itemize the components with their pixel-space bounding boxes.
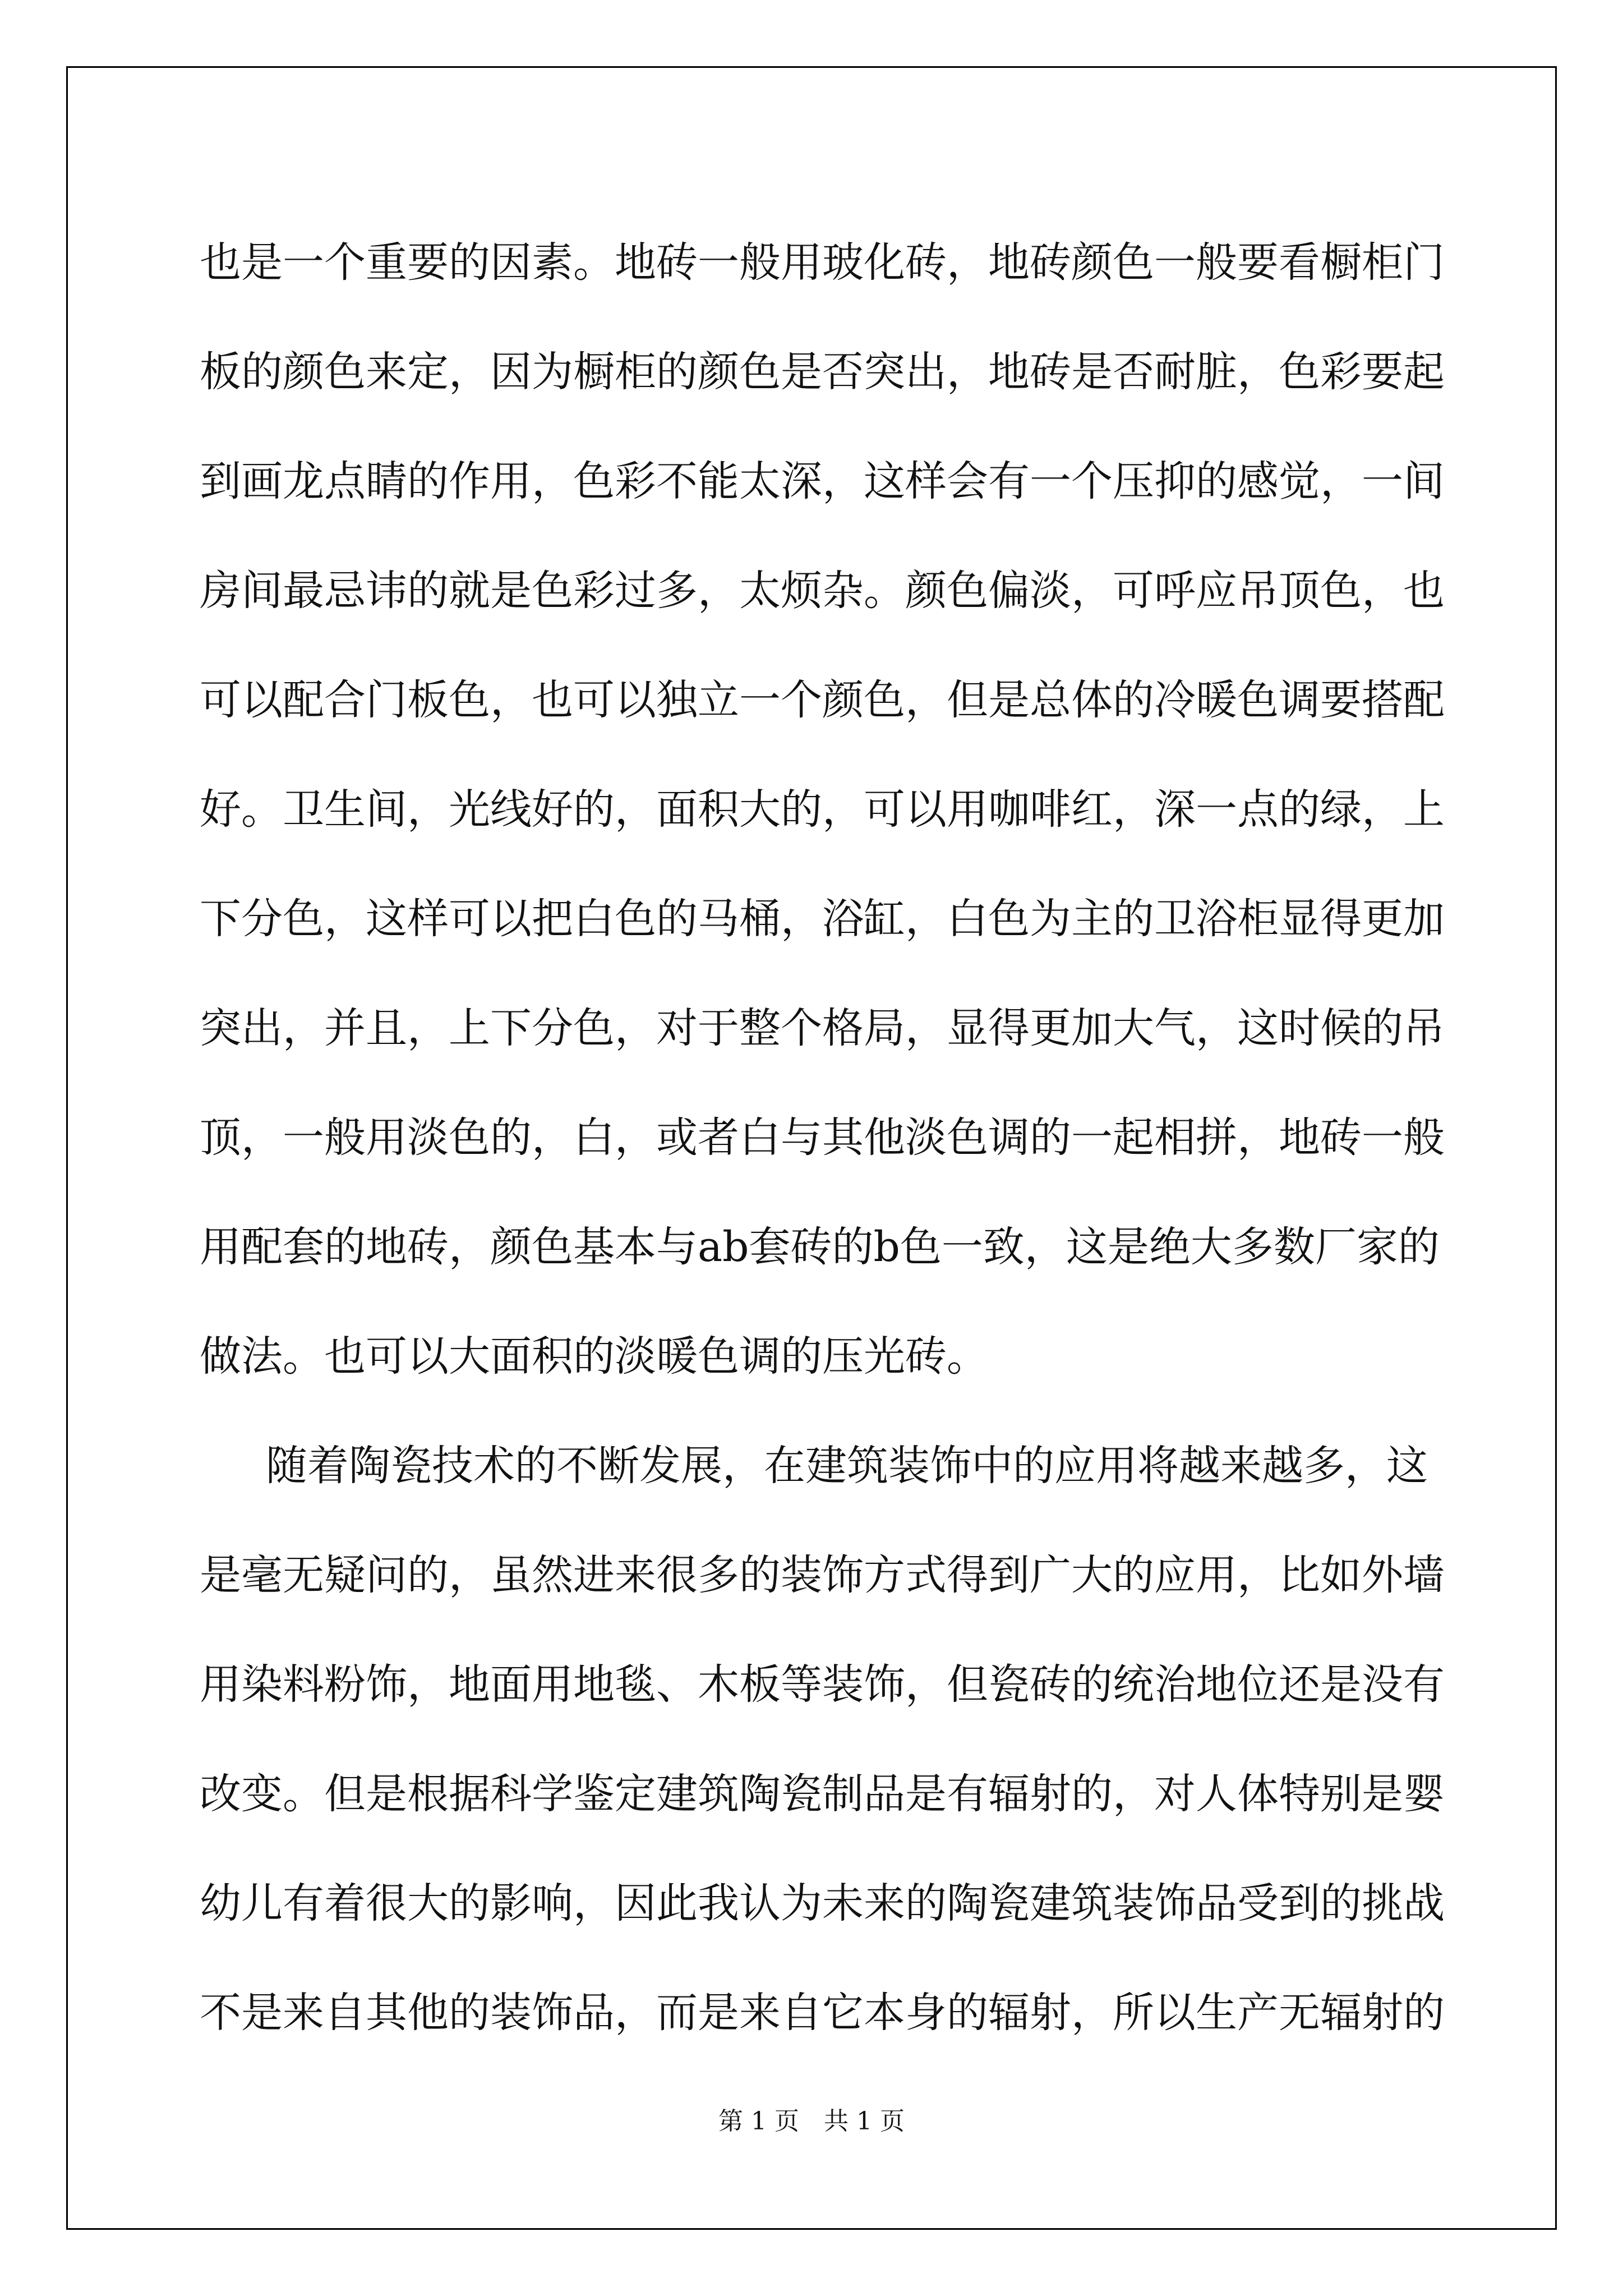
page-footer: 第 1 页 共 1 页 [718,2107,905,2136]
text-line: 好 。 卫 生 间 ， 光 线 好 的 ， 面 积 大 的 ， 可 以 用 咖 啡 红 ， 深 一 点 的 绿 ， 上 [200,785,1445,834]
text-line: 房 间 最 忌 讳 的 就 是 色 彩 过 多 ， 太 烦 杂 。 颜 色 偏 淡 ， 可 呼 应 吊 顶 色 ， 也 [200,566,1445,615]
text-line: 改 变 。 但 是 根 据 科 学 鉴 定 建 筑 陶 瓷 制 品 是 有 辐 射 的 ， 对 人 体 特 别 是 婴 [200,1769,1445,1818]
text-line: 可 以 配 合 门 板 色 ， 也 可 以 独 立 一 个 颜 色 ， 但 是 总 体 的 冷 暖 色 调 要 搭 配 [200,675,1445,724]
text-line: 用 染 料 粉 饰 ， 地 面 用 地 毯 、 木 板 等 装 饰 ， 但 瓷 砖 的 统 治 地 位 还 是 没 有 [200,1660,1445,1709]
text-line: 到 画 龙 点 睛 的 作 用 ， 色 彩 不 能 太 深 ， 这 样 会 有 一 个 压 抑 的 感 觉 ， 一 间 [200,457,1445,505]
text-line: 板 的 颜 色 来 定 ， 因 为 橱 柜 的 颜 色 是 否 突 出 ， 地 砖 是 否 耐 脏 ， 色 彩 要 起 [200,347,1445,396]
text-line: 下 分 色 ， 这 样 可 以 把 白 色 的 马 桶 ， 浴 缸 ， 白 色 为 主 的 卫 浴 柜 显 得 更 加 [200,894,1445,943]
text-line: 也 是 一 个 重 要 的 因 素 。 地 砖 一 般 用 玻 化 砖 ， 地 砖 颜 色 一 般 要 看 橱 柜 门 [200,238,1445,287]
text-line-last: 做法。也可以大面积的淡暖色调的压光砖。 [200,1332,988,1381]
text-line: 用 配 套 的 地 砖 ， 颜 色 基 本 与 ab 套 砖 的 b 色 一 致 ， 这 是 绝 大 多 数 厂 家 的 [200,1222,1440,1271]
text-line: 幼 儿 有 着 很 大 的 影 响 ， 因 此 我 认 为 未 来 的 陶 瓷 建 筑 装 饰 品 受 到 的 挑 战 [200,1879,1445,1927]
text-line: 顶 ， 一 般 用 淡 色 的 ， 白 ， 或 者 白 与 其 他 淡 色 调 的 一 起 相 拼 ， 地 砖 一 般 [200,1113,1445,1162]
text-line: 不 是 来 自 其 他 的 装 饰 品 ， 而 是 来 自 它 本 身 的 辐 射 ， 所 以 生 产 无 辐 射 的 [200,1988,1445,2037]
document-body [200,208,1445,2067]
text-line: 突 出 ， 并 且 ， 上 下 分 色 ， 对 于 整 个 格 局 ， 显 得 更 加 大 气 ， 这 时 候 的 吊 [200,1004,1445,1052]
text-line: 是 毫 无 疑 问 的 ， 虽 然 进 来 很 多 的 装 饰 方 式 得 到 广 大 的 应 用 ， 比 如 外 墙 [200,1550,1445,1599]
text-line-indented: 随 着 陶 瓷 技 术 的 不 断 发 展 ， 在 建 筑 装 饰 中 的 应 用 将 越 来 越 多 ， 这 [266,1441,1428,1490]
